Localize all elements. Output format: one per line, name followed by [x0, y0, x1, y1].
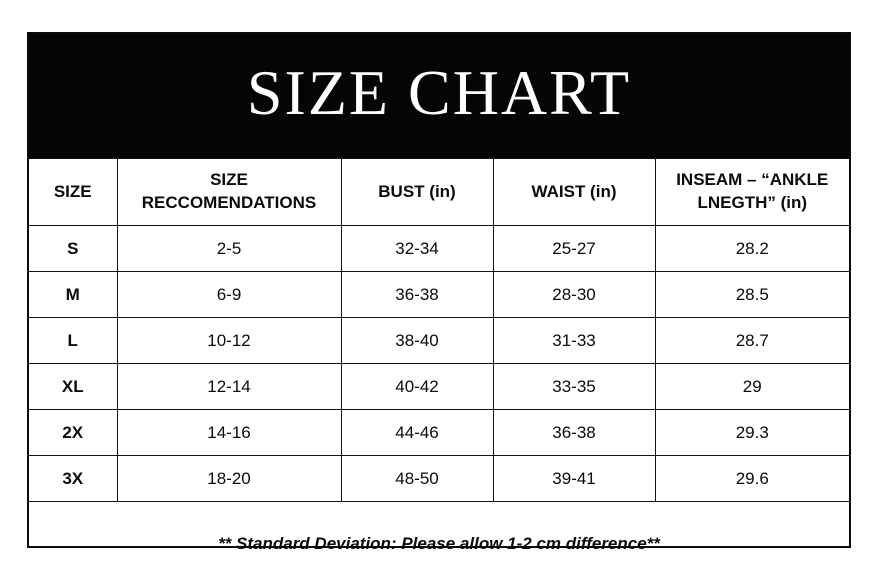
column-header-waist: WAIST (in) — [493, 159, 655, 226]
cell-inseam: 29.6 — [655, 456, 849, 502]
cell-size: M — [29, 272, 117, 318]
cell-size: 2X — [29, 410, 117, 456]
column-header-size-recommendations: SIZE RECCOMENDATIONS — [117, 159, 341, 226]
cell-recommendations: 18-20 — [117, 456, 341, 502]
cell-recommendations: 6-9 — [117, 272, 341, 318]
cell-waist: 31-33 — [493, 318, 655, 364]
cell-size: L — [29, 318, 117, 364]
table-row — [29, 318, 849, 364]
cell-waist: 28-30 — [493, 272, 655, 318]
table-row — [29, 410, 849, 456]
cell-waist: 39-41 — [493, 456, 655, 502]
cell-waist: 36-38 — [493, 410, 655, 456]
cell-waist: 25-27 — [493, 226, 655, 272]
table-row — [29, 226, 849, 272]
table-row — [29, 456, 849, 502]
cell-bust: 38-40 — [341, 318, 493, 364]
size-chart-table — [29, 158, 849, 502]
cell-recommendations: 14-16 — [117, 410, 341, 456]
cell-size: S — [29, 226, 117, 272]
cell-inseam: 28.7 — [655, 318, 849, 364]
size-chart-card — [27, 32, 851, 553]
cell-waist: 33-35 — [493, 364, 655, 410]
table-header — [29, 159, 849, 226]
table-row — [29, 272, 849, 318]
column-header-size: SIZE — [29, 159, 117, 226]
cell-inseam: 28.2 — [655, 226, 849, 272]
cell-bust: 36-38 — [341, 272, 493, 318]
cell-bust: 32-34 — [341, 226, 493, 272]
cell-bust: 48-50 — [341, 456, 493, 502]
cell-bust: 44-46 — [341, 410, 493, 456]
table-row — [29, 364, 849, 410]
title-banner — [29, 34, 849, 158]
cell-recommendations: 2-5 — [117, 226, 341, 272]
cell-recommendations: 12-14 — [117, 364, 341, 410]
cell-inseam: 28.5 — [655, 272, 849, 318]
table-header-row — [29, 159, 849, 226]
table-body — [29, 226, 849, 502]
column-header-inseam: INSEAM – “ANKLE LNEGTH” (in) — [655, 159, 849, 226]
cell-size: XL — [29, 364, 117, 410]
column-header-bust: BUST (in) — [341, 159, 493, 226]
cell-bust: 40-42 — [341, 364, 493, 410]
page-title: SIZE CHART — [246, 57, 632, 128]
cell-inseam: 29.3 — [655, 410, 849, 456]
cell-inseam: 29 — [655, 364, 849, 410]
footnote: ** Standard Deviation: Please allow 1-2 cm difference** — [218, 534, 660, 553]
cell-recommendations: 10-12 — [117, 318, 341, 364]
cell-size: 3X — [29, 456, 117, 502]
